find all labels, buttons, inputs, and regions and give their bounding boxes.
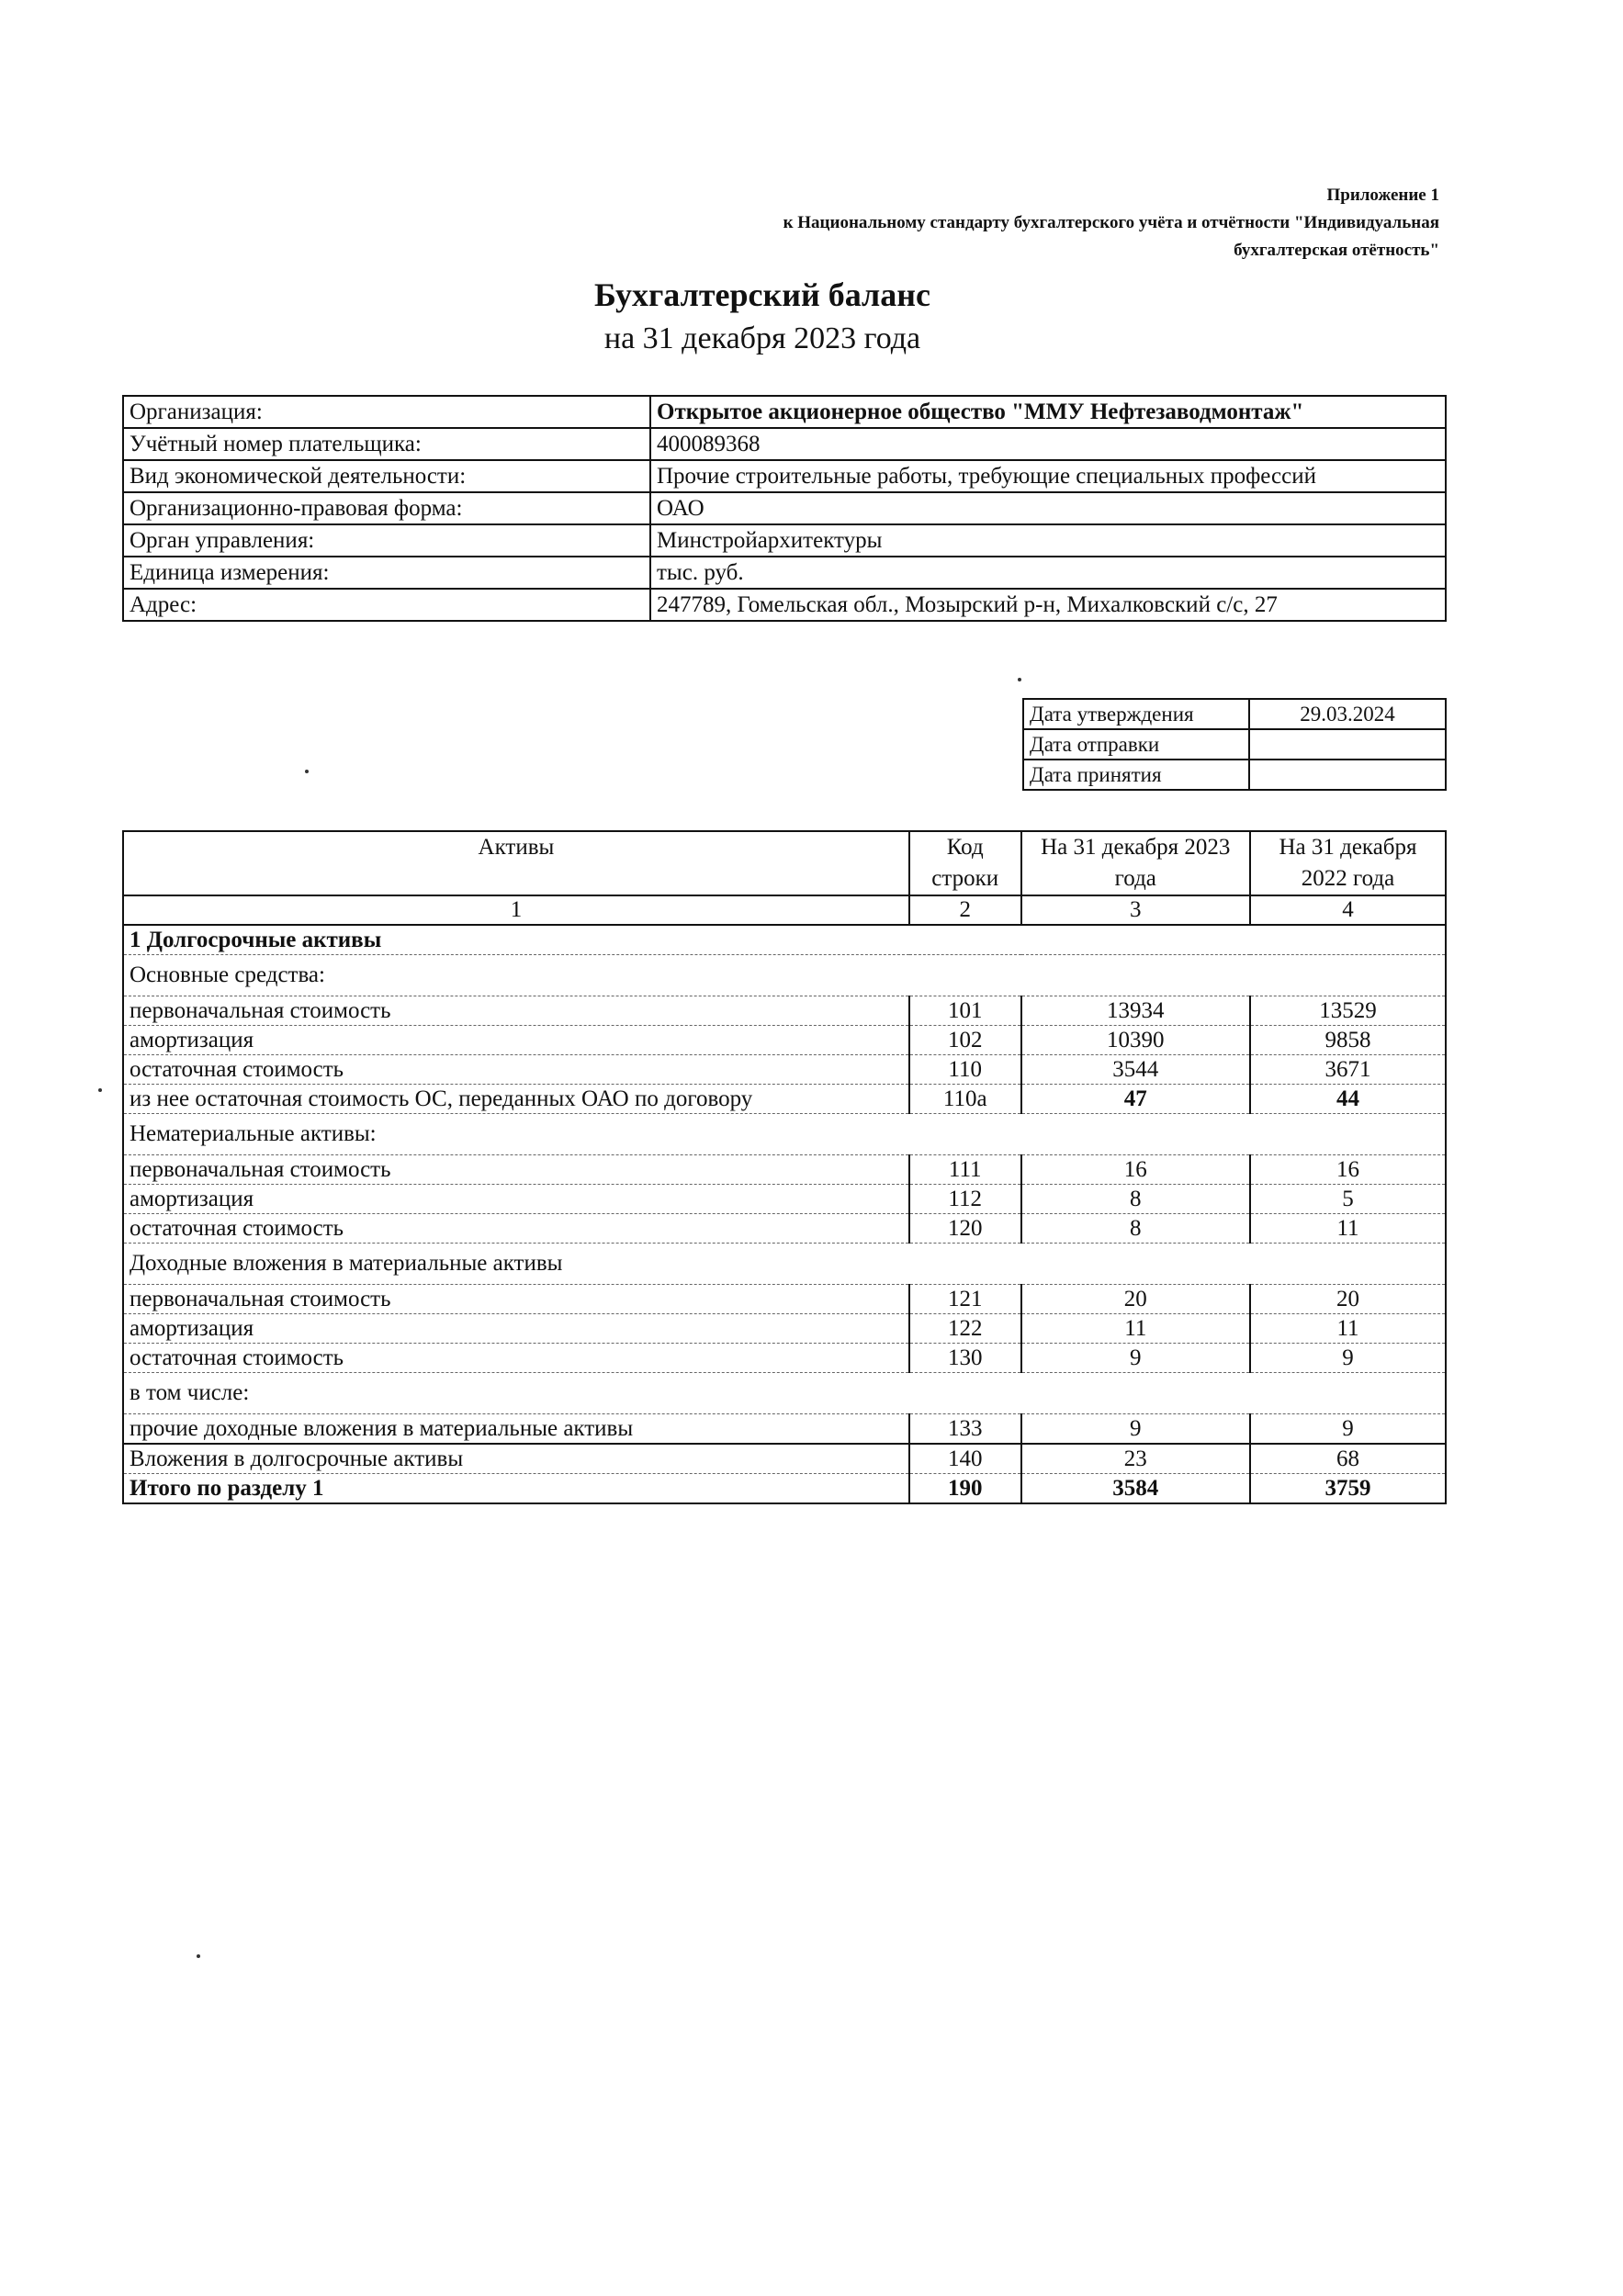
row-name: амортизация: [123, 1314, 909, 1344]
scan-speck: [305, 770, 309, 773]
row-2023: 13934: [1021, 996, 1250, 1026]
appendix-line-2: к Национальному стандарту бухгалтерского учёта и отчётности "Индивидуальная: [783, 213, 1439, 232]
document-title: Бухгалтерский баланс: [594, 276, 930, 313]
row-2023: 20: [1021, 1285, 1250, 1314]
table-header-row: [123, 831, 1446, 895]
dates-table: [1022, 698, 1447, 791]
row-name: первоначальная стоимость: [123, 1285, 909, 1314]
row-2022: 5: [1250, 1185, 1446, 1214]
column-index-row: [123, 895, 1446, 925]
row-name: остаточная стоимость: [123, 1055, 909, 1085]
table-row: [123, 1214, 1446, 1244]
row-name: Вложения в долгосрочные активы: [123, 1444, 909, 1474]
header-code: Код строки: [909, 831, 1021, 895]
table-row: [123, 996, 1446, 1026]
info-label: Организация:: [123, 396, 650, 428]
info-value: Открытое акционерное общество "ММУ Нефтезаводмонтаж": [650, 396, 1446, 428]
group-row: [123, 1244, 1446, 1285]
date-label: Дата отправки: [1023, 729, 1249, 760]
row-2022: 11: [1250, 1314, 1446, 1344]
info-value: 400089368: [650, 428, 1446, 460]
assets-table: [122, 830, 1447, 1504]
table-row: [123, 1344, 1446, 1373]
info-value: Минстройархитектуры: [650, 524, 1446, 557]
info-value: тыс. руб.: [650, 557, 1446, 589]
info-label: Орган управления:: [123, 524, 650, 557]
row-2023: 9: [1021, 1344, 1250, 1373]
section-title: 1 Долгосрочные активы: [123, 925, 1446, 955]
info-row: [123, 524, 1446, 557]
row-code: 112: [909, 1185, 1021, 1214]
row-code: 101: [909, 996, 1021, 1026]
row-2022: 13529: [1250, 996, 1446, 1026]
group-income-investments: Доходные вложения в материальные активы: [123, 1244, 1446, 1285]
row-2022: 11: [1250, 1214, 1446, 1244]
scan-speck: [197, 1954, 200, 1958]
info-label: Учётный номер плательщика:: [123, 428, 650, 460]
group-row: [123, 955, 1446, 996]
date-label: Дата принятия: [1023, 760, 1249, 790]
appendix-line-3: бухгалтерская отётность": [1234, 241, 1439, 260]
header-2022: На 31 декабря 2022 года: [1250, 831, 1446, 895]
group-including: в том числе:: [123, 1373, 1446, 1414]
info-label: Организационно-правовая форма:: [123, 492, 650, 524]
date-value: [1249, 729, 1446, 760]
row-2022: 20: [1250, 1285, 1446, 1314]
row-name: амортизация: [123, 1026, 909, 1055]
scan-speck: [98, 1088, 102, 1092]
row-2023: 11: [1021, 1314, 1250, 1344]
group-row: [123, 1373, 1446, 1414]
row-code: 110: [909, 1055, 1021, 1085]
header-assets: Активы: [123, 831, 909, 895]
appendix-line-1: Приложение 1: [1326, 186, 1439, 205]
date-value: 29.03.2024: [1249, 699, 1446, 729]
table-row: [123, 1285, 1446, 1314]
info-value: Прочие строительные работы, требующие специальных профессий: [650, 460, 1446, 492]
column-index: 4: [1250, 895, 1446, 925]
info-row: [123, 428, 1446, 460]
table-row: [123, 1314, 1446, 1344]
row-name: из нее остаточная стоимость ОС, переданных ОАО по договору: [123, 1085, 909, 1114]
info-row: [123, 589, 1446, 621]
info-label: Единица измерения:: [123, 557, 650, 589]
row-2023: 8: [1021, 1214, 1250, 1244]
organization-info-table: [122, 395, 1447, 622]
row-2023: 9: [1021, 1414, 1250, 1445]
info-row: [123, 492, 1446, 524]
row-2022: 16: [1250, 1155, 1446, 1185]
row-2022: 3671: [1250, 1055, 1446, 1085]
row-2023: 23: [1021, 1444, 1250, 1474]
row-name: остаточная стоимость: [123, 1214, 909, 1244]
row-name: прочие доходные вложения в материальные активы: [123, 1414, 909, 1445]
info-label: Адрес:: [123, 589, 650, 621]
row-2023: 47: [1021, 1085, 1250, 1114]
row-2023: 8: [1021, 1185, 1250, 1214]
row-code: 122: [909, 1314, 1021, 1344]
info-value: ОАО: [650, 492, 1446, 524]
row-2022: 3759: [1250, 1474, 1446, 1504]
date-row: [1023, 699, 1446, 729]
row-2022: 9: [1250, 1344, 1446, 1373]
info-value: 247789, Гомельская обл., Мозырский р-н, Михалковский с/с, 27: [650, 589, 1446, 621]
column-index: 1: [123, 895, 909, 925]
group-intangible: Нематериальные активы:: [123, 1114, 1446, 1155]
row-name: Итого по разделу 1: [123, 1474, 909, 1504]
column-index: 2: [909, 895, 1021, 925]
appendix-note: [613, 182, 1439, 264]
row-name: первоначальная стоимость: [123, 996, 909, 1026]
row-name: остаточная стоимость: [123, 1344, 909, 1373]
table-row: [123, 1414, 1446, 1445]
date-row: [1023, 760, 1446, 790]
row-2023: 3584: [1021, 1474, 1250, 1504]
row-2022: 68: [1250, 1444, 1446, 1474]
row-2023: 16: [1021, 1155, 1250, 1185]
row-2023: 3544: [1021, 1055, 1250, 1085]
date-row: [1023, 729, 1446, 760]
row-2022: 44: [1250, 1085, 1446, 1114]
table-row: [123, 1185, 1446, 1214]
row-code: 133: [909, 1414, 1021, 1445]
row-code: 110а: [909, 1085, 1021, 1114]
total-row: [123, 1474, 1446, 1504]
date-label: Дата утверждения: [1023, 699, 1249, 729]
row-code: 111: [909, 1155, 1021, 1185]
document-subtitle: на 31 декабря 2023 года: [603, 321, 921, 355]
table-row: [123, 1055, 1446, 1085]
row-code: 120: [909, 1214, 1021, 1244]
section-row: [123, 925, 1446, 955]
row-code: 140: [909, 1444, 1021, 1474]
info-row: [123, 396, 1446, 428]
scan-speck: [1018, 678, 1021, 681]
group-row: [123, 1114, 1446, 1155]
table-row: [123, 1155, 1446, 1185]
table-row: [123, 1026, 1446, 1055]
column-index: 3: [1021, 895, 1250, 925]
info-row: [123, 460, 1446, 492]
row-code: 130: [909, 1344, 1021, 1373]
row-2022: 9858: [1250, 1026, 1446, 1055]
info-row: [123, 557, 1446, 589]
row-name: амортизация: [123, 1185, 909, 1214]
group-fixed-assets: Основные средства:: [123, 955, 1446, 996]
row-name: первоначальная стоимость: [123, 1155, 909, 1185]
row-code: 121: [909, 1285, 1021, 1314]
date-value: [1249, 760, 1446, 790]
row-code: 102: [909, 1026, 1021, 1055]
table-row: [123, 1085, 1446, 1114]
row-2023: 10390: [1021, 1026, 1250, 1055]
header-2023: На 31 декабря 2023 года: [1021, 831, 1250, 895]
table-row: [123, 1444, 1446, 1474]
info-label: Вид экономической деятельности:: [123, 460, 650, 492]
row-code: 190: [909, 1474, 1021, 1504]
row-2022: 9: [1250, 1414, 1446, 1445]
